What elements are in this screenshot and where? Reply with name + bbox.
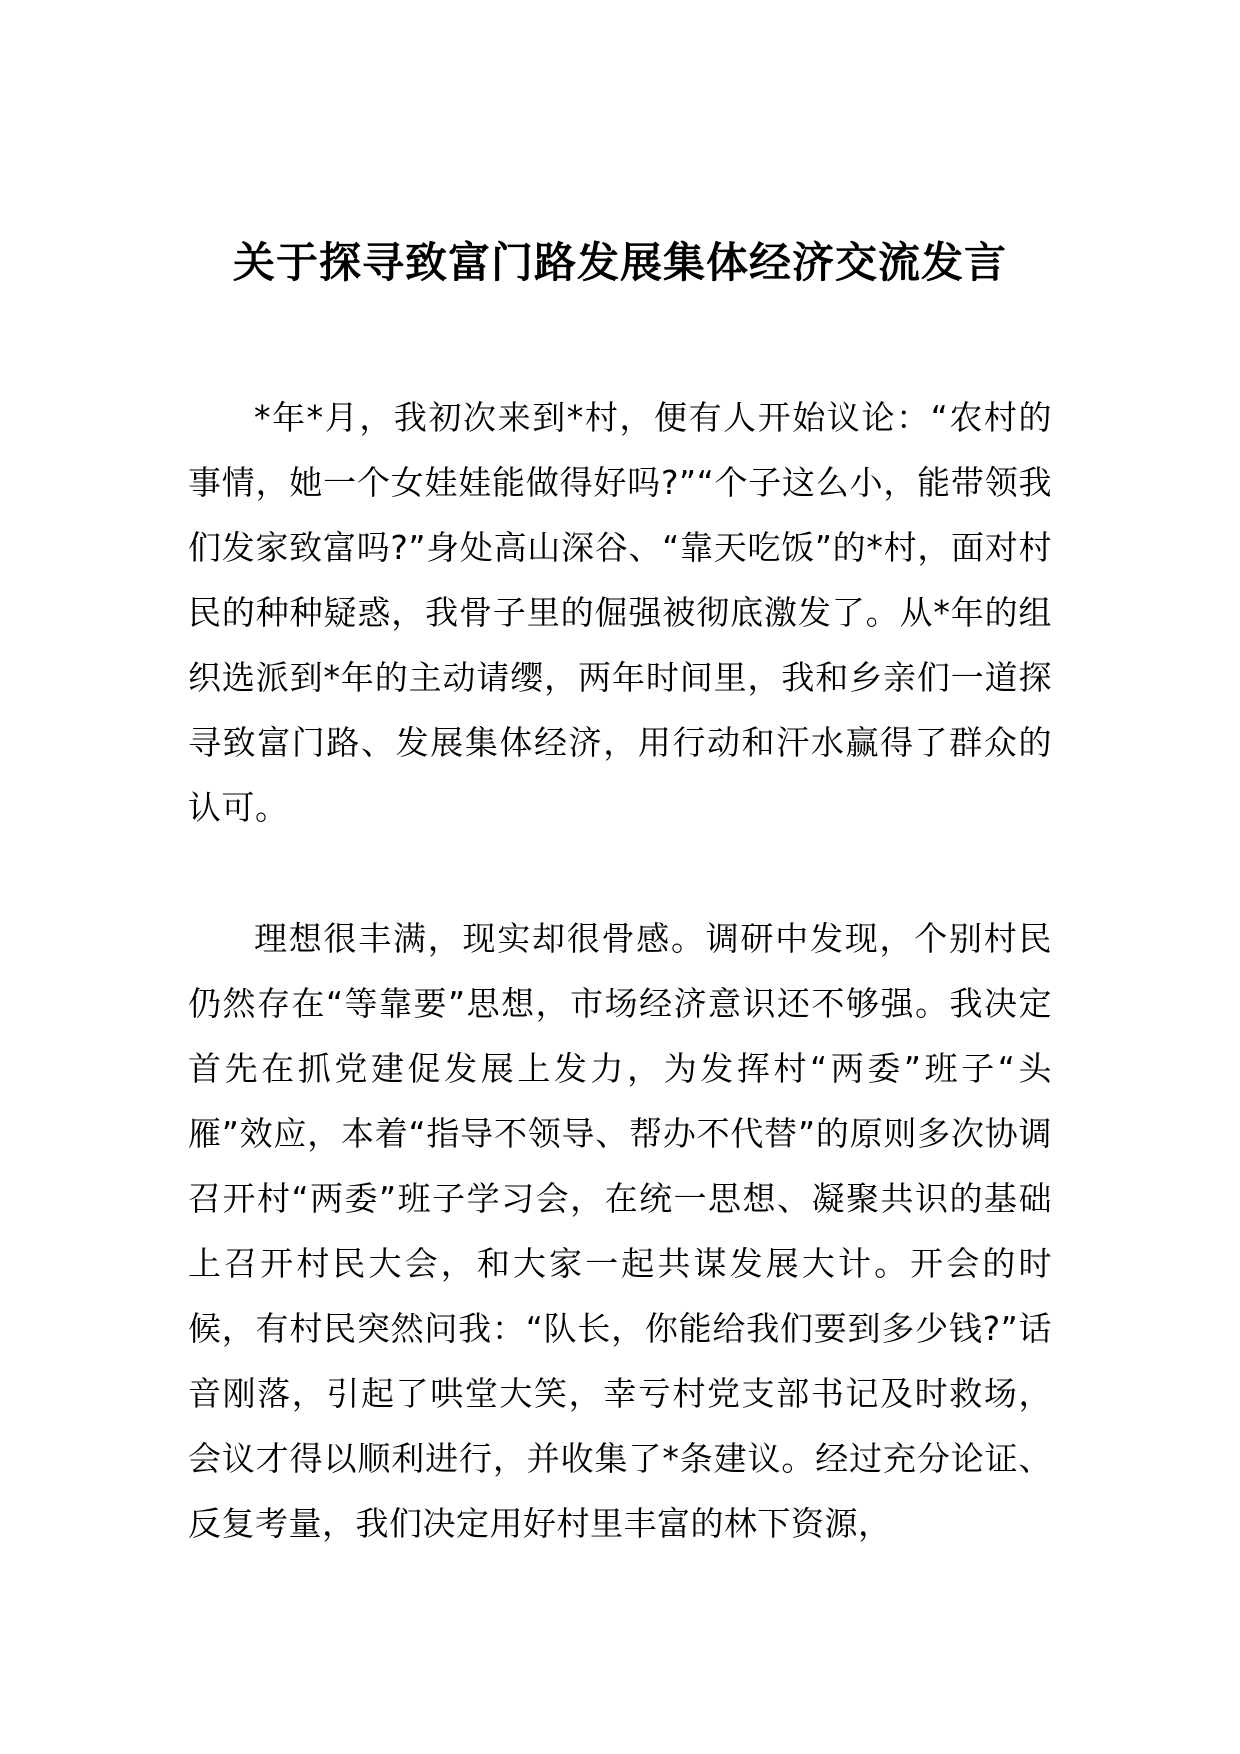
paragraph-2: 理想很丰满，现实却很骨感。调研中发现，个别村民仍然存在“等靠要”思想，市场经济意识还不够强。我决定首先在抓党建促发展上发力，为发挥村“两委”班子“头雁”效应，本着“指导不领导、帮办不代替”的原则多次协调召开村“两委”班子学习会，在统一思想、凝聚共识的基础上召开村民大会，和大家一起共谋发展大计。开会的时候，有村民突然问我：“队长，你能给我们要到多少钱?”话音刚落，引起了哄堂大笑，幸亏村党支部书记及时救场，会议才得以顺利进行，并收集了*条建议。经过充分论证、反复考量，我们决定用好村里丰富的林下资源， bbox=[188, 919, 1052, 1543]
document-title: 关于探寻致富门路发展集体经济交流发言 bbox=[232, 238, 1007, 288]
paragraph-1: *年*月，我初次来到*村，便有人开始议论：“农村的事情，她一个女娃娃能做得好吗?”“个子这么小，能带领我们发家致富吗?”身处高山深谷、“靠天吃饭”的*村，面对村民的种种疑惑，我骨子里的倔强被彻底激发了。从*年的组织选派到*年的主动请缨，两年时间里，我和乡亲们一道探寻致富门路、发展集体经济，用行动和汗水赢得了群众的认可。 bbox=[188, 398, 1052, 827]
